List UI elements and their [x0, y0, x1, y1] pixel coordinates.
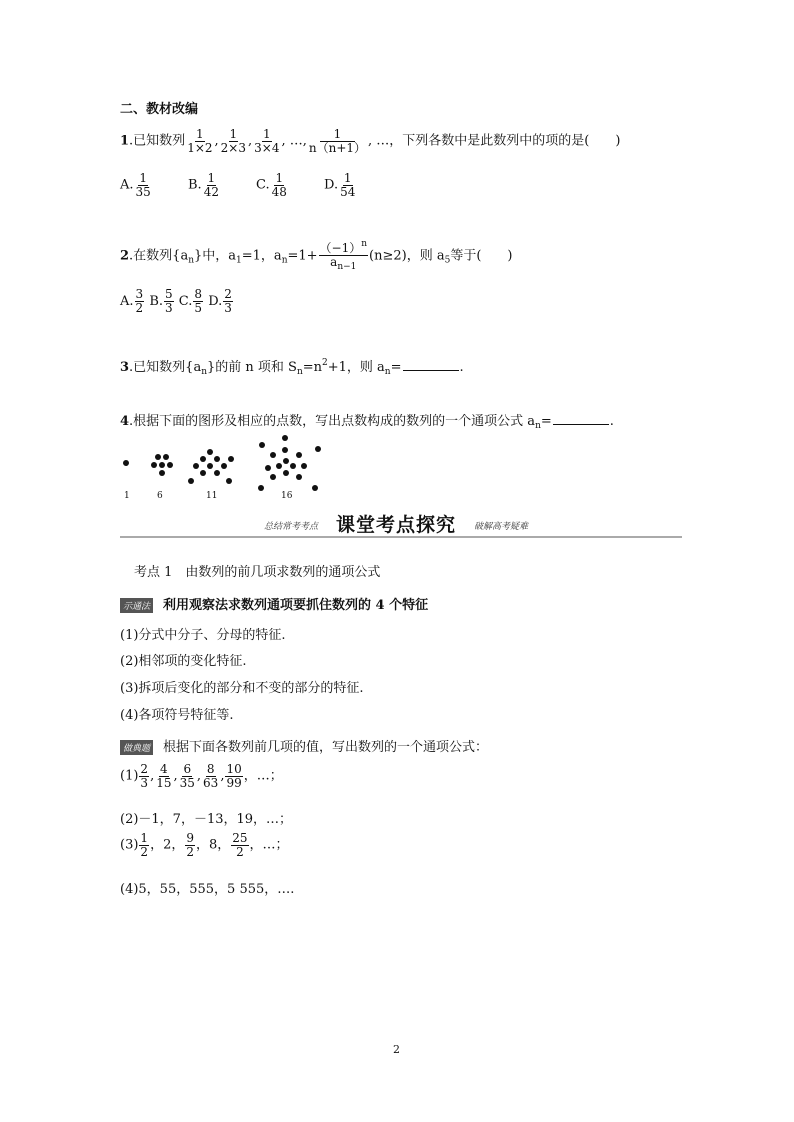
example-heading: 做典题 根据下面各数列前几项的值，写出数列的一个通项公式：: [120, 736, 488, 755]
q1-prefix: .已知数列: [129, 133, 186, 149]
example-part-2: (2)－1，7，－13，19，…；: [120, 812, 293, 827]
example-tag: 做典题: [120, 740, 153, 755]
example-part-1: (1) $\frac{2}{3}$ , $\frac{4}{15}$ , $\frac{6}{35}$ , $\frac{8}{63}$ , $\frac{10}{99}$ ，…；: [120, 762, 283, 790]
q4-number: 4: [120, 414, 130, 429]
method-item-2: (2)相邻项的变化特征.: [120, 654, 247, 669]
q1-option-b: B. $\frac{1}{42}$: [188, 171, 219, 199]
q2-option-b: B. $\frac{5}{3}$: [149, 287, 173, 315]
banner-left: 总结常考考点: [264, 522, 319, 532]
figure-label-1: 1: [124, 491, 130, 501]
q2-option-d: D. $\frac{2}{3}$: [208, 287, 232, 315]
q1-frac-3: $\frac{1}{3\times 4}$: [254, 127, 280, 155]
question-3: 3.已知数列$\{a_n\}$的前 n 项和 $S_n=n^2+1$，则 $a_n=$ .: [120, 358, 464, 377]
q3-number: 3: [120, 360, 130, 375]
example-part-3: (3) $\frac{1}{2}$ ，2， $\frac{9}{2}$ ，8， $\frac{25}{2}$ ，…；: [120, 831, 289, 859]
q2-option-a: A. $\frac{3}{2}$: [120, 287, 144, 315]
figure-label-2: 6: [157, 491, 163, 501]
figure-label-3: 11: [206, 491, 218, 501]
q1-number: 1: [120, 133, 130, 149]
method-heading: 示通法 利用观察法求数列通项要抓住数列的 4 个特征: [120, 594, 428, 613]
section-title: 二、教材改编: [120, 102, 199, 117]
figure-label-4: 16: [281, 491, 293, 501]
q2-number: 2: [120, 248, 130, 264]
q1-options: [120, 172, 392, 198]
q1-suffix: , …，下列各数中是此数列中的项的是( ): [368, 133, 621, 149]
q2-recursive-frac: $\frac{(-1)^n}{a_{n-1}}$: [319, 239, 368, 272]
question-1: 1.已知数列 $\frac{1}{1\times 2}$ , $\frac{1}{2\times 3}$ , $\frac{1}{3\times 4}$ , …, $\frac{1}{n(n+1)}$ , …，下列各数中是此数列中的项的是( ): [120, 127, 621, 155]
banner-center: 课堂考点探究: [336, 514, 457, 536]
kaodian-heading: 考点 1 由数列的前几项求数列的通项公式: [134, 565, 381, 580]
q1-option-d: D. $\frac{1}{54}$: [324, 171, 356, 199]
q2-options: [120, 288, 234, 314]
q2-option-c: C. $\frac{8}{5}$: [178, 287, 203, 315]
q1-frac-2: $\frac{1}{2\times 3}$: [220, 127, 246, 155]
q1-option-c: C. $\frac{1}{48}$: [256, 171, 287, 199]
q1-ellipsis: …,: [289, 133, 307, 149]
method-tag: 示通法: [120, 598, 153, 613]
banner-right: 破解高考疑难: [474, 522, 529, 532]
q4-answer-blank[interactable]: [553, 412, 609, 425]
example-part-4: (4)5，55，555，5 555，….: [120, 882, 295, 897]
page-number: 2: [393, 1043, 400, 1056]
q1-frac-1: $\frac{1}{1\times 2}$: [187, 127, 213, 155]
q3-answer-blank[interactable]: [403, 358, 459, 371]
q1-option-a: A. $\frac{1}{35}$: [120, 171, 151, 199]
method-item-4: (4)各项符号特征等.: [120, 708, 234, 723]
question-2: 2.在数列$\{a_n\}$中，$a_1=1$，$a_n=1+$ $\frac{(-1)^n}{a_{n-1}}$ (n≥2)，则 $a_5$等于( ): [120, 239, 513, 272]
question-4: 4.根据下面的图形及相应的点数，写出点数构成的数列的一个通项公式 $a_n=$ .: [120, 414, 614, 431]
method-item-1: (1)分式中分子、分母的特征.: [120, 628, 286, 643]
q1-general: $\frac{1}{n(n+1)}$: [308, 127, 367, 155]
method-item-3: (3)拆项后变化的部分和不变的部分的特征.: [120, 681, 364, 696]
